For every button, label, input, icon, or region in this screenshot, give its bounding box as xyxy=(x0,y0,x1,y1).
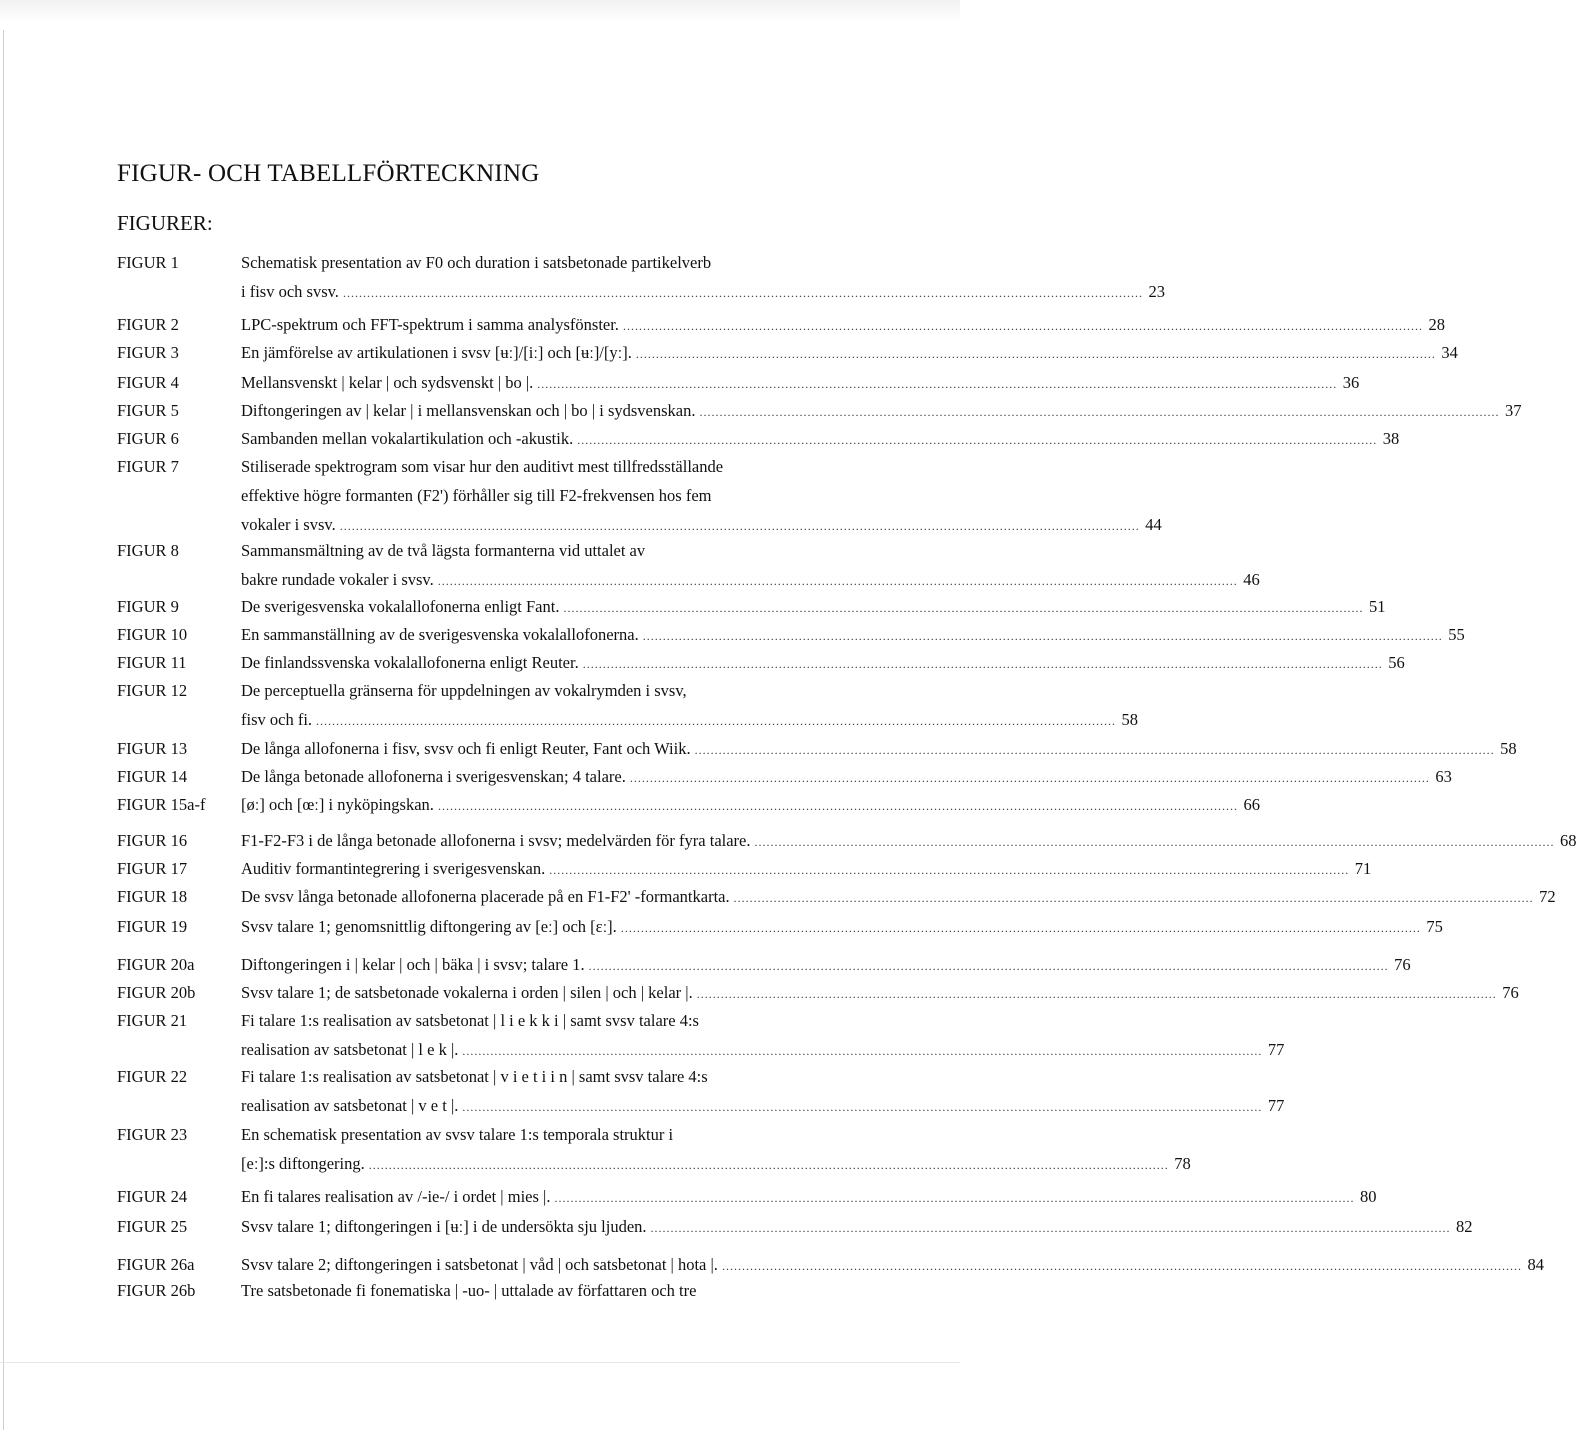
figure-caption-text: En sammanställning av de sverigesvenska vokalallofonerna. xyxy=(241,625,639,644)
figure-caption-text: Fi talare 1:s realisation av satsbetonat | l i e k k i | samt svsv talare 4:s xyxy=(241,1011,699,1030)
figure-caption-text: [eː]:s diftongering. xyxy=(241,1154,365,1173)
dot-leader: ........................................................................................................................................................................................................ xyxy=(549,863,1350,877)
figure-caption-line xyxy=(241,565,1260,594)
figure-caption-line xyxy=(241,396,1522,425)
figure-label: FIGUR 25 xyxy=(117,1217,188,1236)
figure-caption-text: Svsv talare 2; diftongeringen i satsbetonat | våd | och satsbetonat | hota |. xyxy=(241,1255,718,1274)
figure-label: FIGUR 7 xyxy=(117,457,179,476)
dot-leader: ........................................................................................................................................................................................................ xyxy=(554,1191,1355,1205)
figure-caption-line xyxy=(241,826,1577,855)
page-number: 72 xyxy=(1539,887,1556,906)
figure-caption-line xyxy=(241,676,866,705)
dot-leader: ........................................................................................................................................................................................................ xyxy=(368,1158,1169,1172)
page-number: 75 xyxy=(1426,917,1443,936)
figure-label: FIGUR 15a-f xyxy=(117,795,206,814)
figure-label: FIGUR 24 xyxy=(117,1187,188,1206)
dot-leader: ........................................................................................................................................................................................................ xyxy=(650,1221,1451,1235)
figure-label: FIGUR 20a xyxy=(117,955,195,974)
section-heading: FIGURER: xyxy=(117,211,213,235)
figure-label: FIGUR 22 xyxy=(117,1067,188,1086)
figure-label: FIGUR 21 xyxy=(117,1011,188,1030)
figure-caption-text: En jämförelse av artikulationen i svsv [ʉː]/[iː] och [ʉː]/[yː]. xyxy=(241,343,632,362)
figure-caption-text: Schematisk presentation av F0 och duration i satsbetonade partikelverb xyxy=(241,253,712,272)
dot-leader: ........................................................................................................................................................................................................ xyxy=(696,987,1497,1001)
dot-leader: ........................................................................................................................................................................................................ xyxy=(629,771,1430,785)
page-number: 44 xyxy=(1145,515,1162,534)
page-number: 63 xyxy=(1435,767,1452,786)
figure-caption-line xyxy=(241,790,1260,819)
figure-caption-text: Auditiv formantintegrering i sverigesvenskan. xyxy=(241,859,546,878)
figure-caption-line xyxy=(241,1182,1377,1211)
figure-caption-line xyxy=(241,705,1139,734)
figure-label: FIGUR 12 xyxy=(117,681,188,700)
dot-leader: ........................................................................................................................................................................................................ xyxy=(342,286,1143,300)
figure-caption-text: Svsv talare 1; diftongeringen i [ʉː] i de undersökta sju ljuden. xyxy=(241,1217,647,1236)
dot-leader: ........................................................................................................................................................................................................ xyxy=(577,433,1378,447)
figure-caption-line xyxy=(241,338,1458,367)
scan-left-edge xyxy=(3,30,4,1430)
page-number: 71 xyxy=(1354,859,1372,878)
figure-caption-line xyxy=(241,510,1162,539)
page-number: 56 xyxy=(1388,653,1405,672)
page-number: 68 xyxy=(1560,831,1577,850)
page-number: 77 xyxy=(1267,1040,1285,1059)
page-number: 66 xyxy=(1243,795,1260,814)
figure-caption-text: i fisv och svsv. xyxy=(241,282,339,301)
figure-label: FIGUR 4 xyxy=(117,373,179,392)
figure-caption-text: Tre satsbetonade fi fonematiska | -uo- | uttalade av författaren och tre xyxy=(241,1281,697,1300)
figure-caption-line xyxy=(241,536,866,565)
scan-bottom-edge xyxy=(0,1362,960,1363)
figure-caption-text: De långa betonade allofonerna i sverigesvenskan; 4 talare. xyxy=(241,767,626,786)
figure-label: FIGUR 16 xyxy=(117,831,188,850)
dot-leader: ........................................................................................................................................................................................................ xyxy=(563,601,1364,615)
dot-leader: ........................................................................................................................................................................................................ xyxy=(694,743,1495,757)
figure-caption-line xyxy=(241,368,1360,397)
page-number: 36 xyxy=(1342,373,1360,392)
page-title: FIGUR- OCH TABELLFÖRTECKNING xyxy=(117,160,540,187)
figure-caption-text: Fi talare 1:s realisation av satsbetonat | v i e t i i n | samt svsv talare 4:s xyxy=(241,1067,708,1086)
dot-leader: ........................................................................................................................................................................................................ xyxy=(462,1044,1263,1058)
page-number: 76 xyxy=(1502,983,1519,1002)
dot-leader: ........................................................................................................................................................................................................ xyxy=(635,347,1436,361)
dot-leader: ........................................................................................................................................................................................................ xyxy=(316,714,1117,728)
figure-caption-text: fisv och fi. xyxy=(241,710,313,729)
figure-caption-text: F1-F2-F3 i de långa betonade allofonerna i svsv; medelvärden för fyra talare. xyxy=(241,831,751,850)
dot-leader: ........................................................................................................................................................................................................ xyxy=(620,921,1421,935)
figure-label: FIGUR 11 xyxy=(117,653,187,672)
figure-caption-line xyxy=(241,734,1517,763)
page-number: 46 xyxy=(1243,570,1260,589)
figure-caption-line xyxy=(241,912,1443,941)
figure-caption-text: En schematisk presentation av svsv talare 1:s temporala struktur i xyxy=(241,1125,674,1144)
figure-caption-line xyxy=(241,452,866,481)
figure-caption-text: De svsv långa betonade allofonerna placerade på en F1-F2' -formantkarta. xyxy=(241,887,730,906)
dot-leader: ........................................................................................................................................................................................................ xyxy=(588,959,1389,973)
figure-label: FIGUR 19 xyxy=(117,917,188,936)
figure-caption-line xyxy=(241,648,1405,677)
figure-caption-line xyxy=(241,1250,1544,1279)
figure-caption-line xyxy=(241,978,1519,1007)
page-number: 34 xyxy=(1441,343,1458,362)
figure-label: FIGUR 23 xyxy=(117,1125,188,1144)
dot-leader: ........................................................................................................................................................................................................ xyxy=(582,657,1383,671)
figure-caption-text: effektive högre formanten (F2') förhåller sig till F2-frekvensen hos fem xyxy=(241,486,712,505)
figure-label: FIGUR 3 xyxy=(117,343,179,362)
figure-caption-line xyxy=(241,882,1556,911)
dot-leader: ........................................................................................................................................................................................................ xyxy=(437,799,1238,813)
figure-caption-line xyxy=(241,481,866,510)
dot-leader: ........................................................................................................................................................................................................ xyxy=(699,405,1500,419)
figure-caption-line xyxy=(241,310,1445,339)
figure-caption-text: Svsv talare 1; genomsnittlig diftongering av [eː] och [ɛː]. xyxy=(241,917,617,936)
figure-caption-text: Sambanden mellan vokalartikulation och -akustik. xyxy=(241,429,574,448)
figure-caption-line xyxy=(241,762,1452,791)
page-number: 82 xyxy=(1456,1217,1473,1236)
figure-caption-text: De sverigesvenska vokalallofonerna enligt Fant. xyxy=(241,597,560,616)
figure-label: FIGUR 1 xyxy=(117,253,179,272)
figure-label: FIGUR 26a xyxy=(117,1255,195,1274)
page-number: 58 xyxy=(1500,739,1517,758)
figure-caption-text: bakre rundade vokaler i svsv. xyxy=(241,570,434,589)
figure-caption-line xyxy=(241,1091,1285,1120)
figure-caption-line xyxy=(241,592,1386,621)
figure-caption-text: De långa allofonerna i fisv, svsv och fi enligt Reuter, Fant och Wiik. xyxy=(241,739,691,758)
figure-caption-text: Stiliserade spektrogram som visar hur den auditivt mest tillfredsställande xyxy=(241,457,724,476)
page-number: 23 xyxy=(1148,282,1165,301)
scan-top-edge xyxy=(0,0,960,22)
page-number: 76 xyxy=(1394,955,1411,974)
figure-caption-text: Sammansmältning av de två lägsta formanterna vid uttalet av xyxy=(241,541,646,560)
figure-caption-text: De finlandssvenska vokalallofonerna enligt Reuter. xyxy=(241,653,579,672)
figure-caption-text: Mellansvenskt | kelar | och sydsvenskt | bo |. xyxy=(241,373,534,392)
figure-label: FIGUR 26b xyxy=(117,1281,196,1300)
figure-caption-text: vokaler i svsv. xyxy=(241,515,336,534)
figure-caption-line xyxy=(241,620,1465,649)
dot-leader: ........................................................................................................................................................................................................ xyxy=(733,891,1534,905)
figure-caption-line xyxy=(241,1212,1473,1241)
figure-caption-text: De perceptuella gränserna för uppdelningen av vokalrymden i svsv, xyxy=(241,681,687,700)
figure-caption-line xyxy=(241,1276,866,1305)
figure-caption-line xyxy=(241,1149,1191,1178)
figure-caption-text: Diftongeringen av | kelar | i mellansvenskan och | bo | i sydsvenskan. xyxy=(241,401,696,420)
figure-caption-line xyxy=(241,854,1372,883)
page-number: 78 xyxy=(1174,1154,1191,1173)
figure-caption-text: [øː] och [œː] i nyköpingskan. xyxy=(241,795,434,814)
page-number: 84 xyxy=(1527,1255,1544,1274)
dot-leader: ........................................................................................................................................................................................................ xyxy=(437,574,1238,588)
figure-label: FIGUR 20b xyxy=(117,983,196,1002)
figure-label: FIGUR 9 xyxy=(117,597,179,616)
dot-leader: ........................................................................................................................................................................................................ xyxy=(642,629,1443,643)
figure-caption-line xyxy=(241,424,1400,453)
figure-caption-text: realisation av satsbetonat | v e t |. xyxy=(241,1096,459,1115)
page-number: 55 xyxy=(1448,625,1465,644)
page-number: 28 xyxy=(1428,315,1445,334)
figure-caption-text: LPC-spektrum och FFT-spektrum i samma analysfönster. xyxy=(241,315,619,334)
figure-label: FIGUR 2 xyxy=(117,315,179,334)
figure-caption-line xyxy=(241,1062,866,1091)
dot-leader: ........................................................................................................................................................................................................ xyxy=(537,377,1338,391)
figure-caption-line xyxy=(241,1120,866,1149)
figure-caption-line xyxy=(241,1006,866,1035)
figure-caption-text: En fi talares realisation av /-ie-/ i ordet | mies |. xyxy=(241,1187,551,1206)
page-number: 58 xyxy=(1121,710,1139,729)
dot-leader: ........................................................................................................................................................................................................ xyxy=(339,519,1140,533)
figure-label: FIGUR 8 xyxy=(117,541,179,560)
figure-caption-text: Diftongeringen i | kelar | och | bäka | i svsv; talare 1. xyxy=(241,955,585,974)
page-number: 51 xyxy=(1368,597,1386,616)
dot-leader: ........................................................................................................................................................................................................ xyxy=(622,319,1423,333)
figure-caption-line xyxy=(241,950,1411,979)
figure-label: FIGUR 17 xyxy=(117,859,188,878)
page-number: 38 xyxy=(1382,429,1400,448)
figure-caption-line xyxy=(241,277,1165,306)
page-number: 80 xyxy=(1359,1187,1377,1206)
figure-label: FIGUR 14 xyxy=(117,767,188,786)
page-number: 37 xyxy=(1504,401,1522,420)
page-number: 77 xyxy=(1267,1096,1285,1115)
figure-label: FIGUR 10 xyxy=(117,625,188,644)
figure-caption-text: realisation av satsbetonat | l e k |. xyxy=(241,1040,459,1059)
dot-leader: ........................................................................................................................................................................................................ xyxy=(462,1100,1263,1114)
figure-caption-line xyxy=(241,248,866,277)
figure-caption-text: Svsv talare 1; de satsbetonade vokalerna i orden | silen | och | kelar |. xyxy=(241,983,693,1002)
figure-label: FIGUR 6 xyxy=(117,429,179,448)
figure-label: FIGUR 5 xyxy=(117,401,179,420)
figure-label: FIGUR 18 xyxy=(117,887,188,906)
figure-caption-line xyxy=(241,1035,1285,1064)
figure-label: FIGUR 13 xyxy=(117,739,188,758)
dot-leader: ........................................................................................................................................................................................................ xyxy=(754,835,1555,849)
dot-leader: ........................................................................................................................................................................................................ xyxy=(721,1259,1522,1273)
